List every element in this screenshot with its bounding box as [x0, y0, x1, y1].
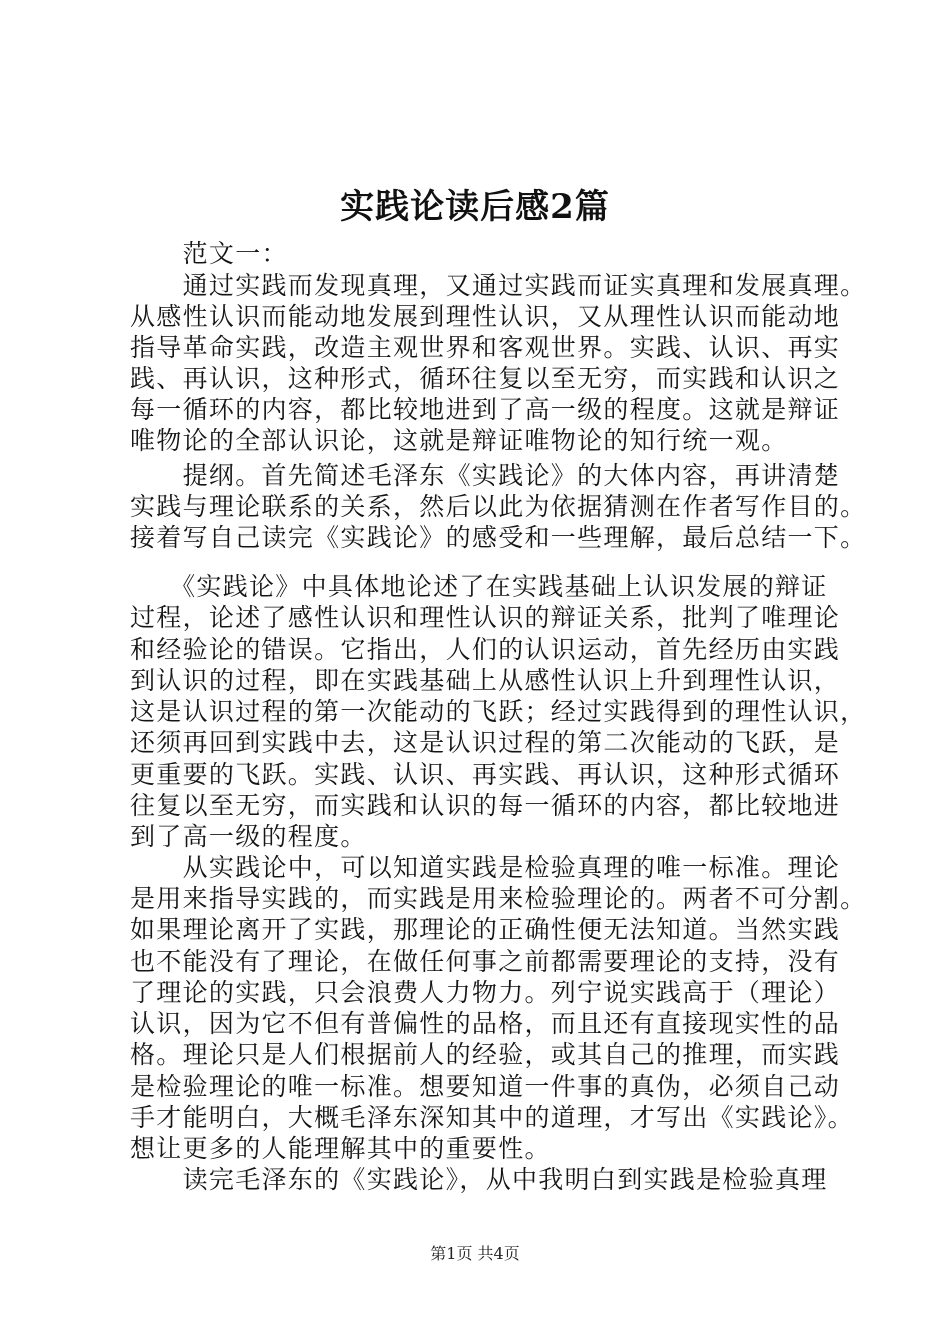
body-line: 实践与理论联系的关系，然后以此为依据猜测在作者写作目的。 [130, 492, 867, 521]
body-line: 范文一： [130, 239, 288, 268]
body-line: 也不能没有了理论，在做任何事之前都需要理论的支持，没有 [130, 947, 841, 976]
body-line: 提纲。首先简述毛泽东《实践论》的大体内容，再讲清楚 [130, 461, 841, 490]
body-line: 唯物论的全部认识论，这就是辩证唯物论的知行统一观。 [130, 426, 788, 455]
body-line: 是用来指导实践的，而实践是用来检验理论的。两者不可分割。 [130, 884, 867, 913]
body-line: 接着写自己读完《实践论》的感受和一些理解，最后总结一下。 [130, 523, 867, 552]
body-line: 了理论的实践，只会浪费人力物力。列宁说实践高于（理论） [130, 978, 841, 1007]
body-line: 如果理论离开了实践，那理论的正确性便无法知道。当然实践 [130, 915, 841, 944]
body-line: 到认识的过程，即在实践基础上从感性认识上升到理性认识， [130, 666, 841, 695]
page-footer: 第1页 共4页 [430, 1244, 520, 1263]
body-line: 更重要的飞跃。实践、认识、再实践、再认识，这种形式循环 [130, 760, 841, 789]
body-line: 认识，因为它不但有普偏性的品格，而且还有直接现实性的品 [130, 1009, 841, 1038]
body-line: 每一循环的内容，都比较地进到了高一级的程度。这就是辩证 [130, 395, 841, 424]
body-line: 和经验论的错误。它指出，人们的认识运动，首先经历由实践 [130, 635, 841, 664]
document-title: 实践论读后感2篇 [340, 187, 610, 227]
body-line: 往复以至无穷，而实践和认识的每一循环的内容，都比较地进 [130, 791, 841, 820]
body-line: 从感性认识而能动地发展到理性认识，又从理性认识而能动地 [130, 302, 841, 331]
body-line: 到了高一级的程度。 [130, 822, 367, 851]
body-line: 指导革命实践，改造主观世界和客观世界。实践、认识、再实 [130, 333, 841, 362]
body-line: 手才能明白，大概毛泽东深知其中的道理，才写出《实践论》。 [130, 1103, 854, 1132]
body-line: 这是认识过程的第一次能动的飞跃；经过实践得到的理性认识， [130, 697, 867, 726]
body-line: 还须再回到实践中去，这是认识过程的第二次能动的飞跃，是 [130, 728, 841, 757]
body-line: 《实践论》中具体地论述了在实践基础上认识发展的辩证 [130, 572, 828, 601]
body-line: 践、再认识，这种形式，循环往复以至无穷，而实践和认识之 [130, 364, 841, 393]
body-line: 通过实践而发现真理，又通过实践而证实真理和发展真理。 [130, 271, 867, 300]
body-line: 格。理论只是人们根据前人的经验，或其自己的推理，而实践 [130, 1040, 841, 1069]
body-line: 过程，论述了感性认识和理性认识的辩证关系，批判了唯理论 [130, 603, 841, 632]
body-line: 想让更多的人能理解其中的重要性。 [130, 1134, 551, 1163]
body-line: 是检验理论的唯一标准。想要知道一件事的真伪，必须自己动 [130, 1072, 841, 1101]
body-line: 从实践论中，可以知道实践是检验真理的唯一标准。理论 [130, 853, 841, 882]
body-line: 读完毛泽东的《实践论》，从中我明白到实践是检验真理 [130, 1165, 828, 1194]
